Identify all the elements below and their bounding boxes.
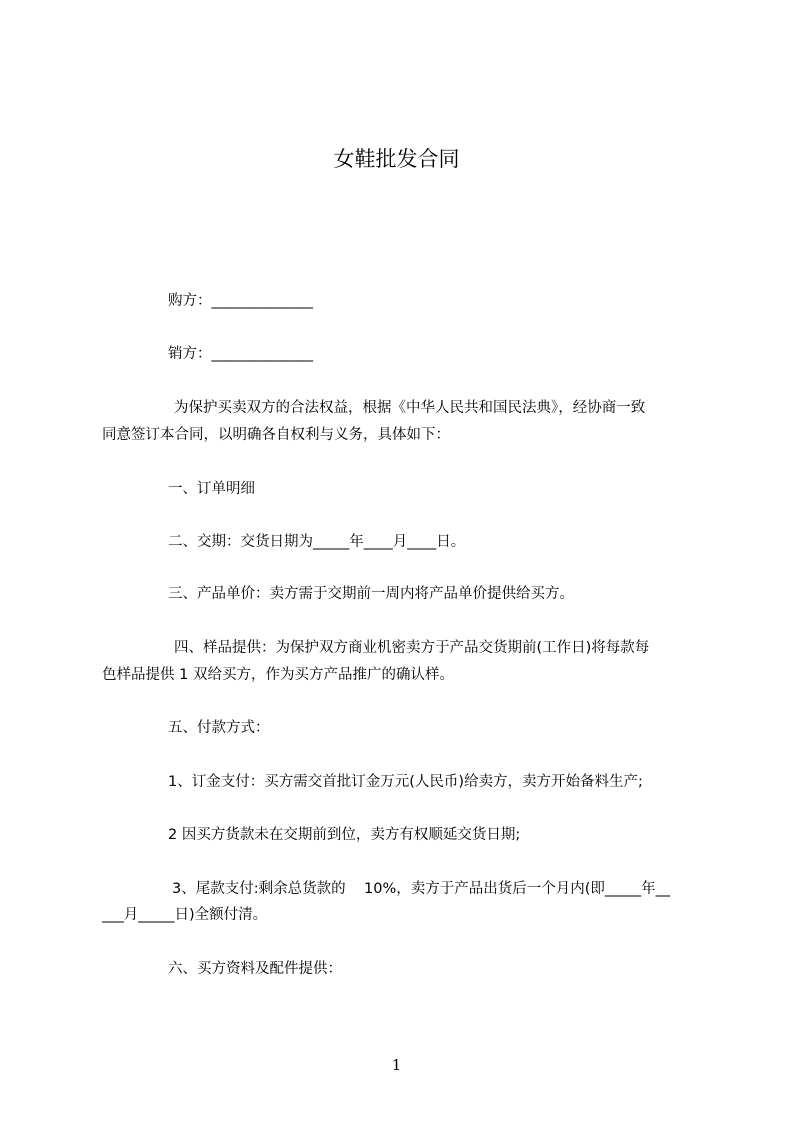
clause-5-heading: 五、付款方式： [168, 720, 270, 736]
clause-5-item-1: 1、订金支付：买方需交首批订金万元(人民币)给卖方，卖方开始备料生产; [168, 774, 643, 790]
clause-2-delivery: 二、交期：交货日期为_____年____月____日。 [168, 534, 466, 550]
preamble-line-2: 同意签订本合同，以明确各自权利与义务，具体如下： [102, 427, 450, 443]
clause-1-heading: 一、订单明细 [168, 481, 255, 497]
clause-3-unit-price: 三、产品单价：卖方需于交期前一周内将产品单价提供给买方。 [168, 586, 574, 602]
clause-6-heading: 六、买方资料及配件提供： [168, 961, 342, 977]
clause-4-line-1: 四、样品提供：为保护双方商业机密卖方于产品交货期前(工作日)将每款每 [174, 640, 650, 656]
clause-5-item-2: 2 因买方货款未在交期前到位，卖方有权顺延交货日期; [168, 827, 521, 843]
page-title: 女鞋批发合同 [333, 147, 460, 171]
clause-5-item-3-line-1: 3、尾款支付:剩余总货款的 10%，卖方于产品出货后一个月内(即_____年__ [172, 881, 671, 897]
clause-4-line-2: 色样品提供 1 双给买方，作为买方产品推广的确认样。 [102, 667, 454, 683]
seller-line: 销方：______________ [168, 346, 313, 362]
page-number: 1 [391, 1056, 402, 1074]
preamble-line-1: 为保护买卖双方的合法权益，根据《中华人民共和国民法典》，经协商一致 [174, 400, 646, 416]
buyer-line: 购方：______________ [168, 293, 313, 309]
clause-5-item-3-line-2: ___月_____日)全额付清。 [102, 907, 268, 923]
